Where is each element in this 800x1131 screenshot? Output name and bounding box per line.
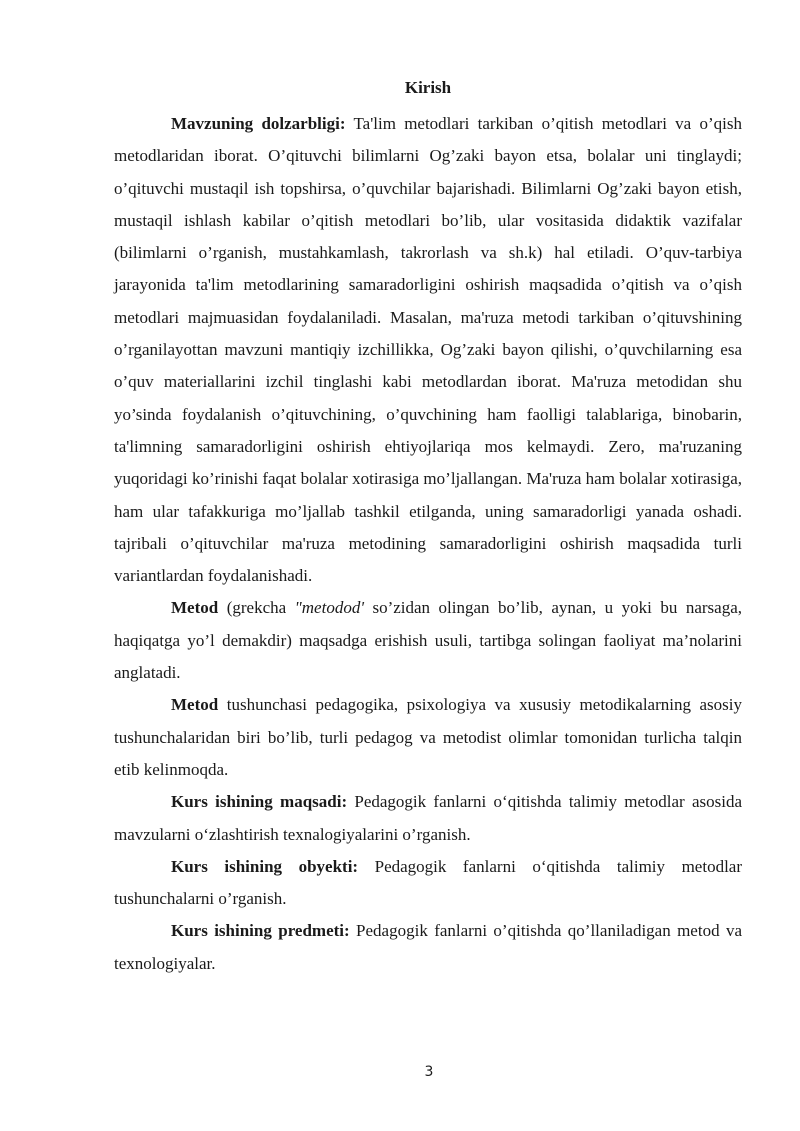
- paragraph-text: so’zidan olingan bo’lib, aynan, u yoki bu narsaga, haqiqatga yo’l demakdir) maqsadga erishish usuli, tartibga solingan faoliyat ma’nolarini anglatadi.: [114, 598, 742, 683]
- paragraph-lead: Metod: [171, 598, 219, 618]
- paragraph-lead: Kurs ishining maqsadi:: [171, 792, 348, 812]
- section-title: Kirish: [404, 78, 452, 97]
- paragraph-course-object: [114, 851, 742, 916]
- paragraph-text: Pedagogik fanlarni o’qitishda qo’llaniladigan metod va texnologiyalar.: [114, 921, 742, 973]
- page-body: [114, 76, 742, 980]
- paragraph-text: (grekcha: [218, 598, 295, 618]
- paragraph-method-concept: [114, 689, 742, 786]
- paragraph-lead: Kurs ishining predmeti:: [171, 921, 350, 941]
- paragraph-method-definition: [114, 592, 742, 689]
- paragraph-text: Pedagogik fanlarni o‘qitishda talimiy metodlar asosida mavzularni o‘zlashtirish texnalogiyalarini o’rganish.: [114, 792, 742, 844]
- paragraph-lead: Mavzuning dolzarbligi:: [171, 114, 346, 133]
- paragraph-text: Ta'lim metodlari tarkiban o’qitish metodlari va o’qish metodlaridan iborat. O’qituvchi bilimlarni Og’zaki bayon etsa, bolalar uni tinglaydi; o’qituvchi mustaqil ish topshirsa, o’quvchilar bajarishadi. Bilimlarni Og’zaki bayon etish, mustaqil ishlash kabilar o’qitish metodlari bo’lib, ular vositasida didaktik vazifalar (bilimlarni o’rganish, mustahkamlash, takrorlash va sh.k) hal etiladi. O’quv-tarbiya jarayonida ta'lim metodlarining samaradorligini oshirish maqsadida o’qitish va o’qish metodlari majmuasidan foydalaniladi. Masalan, ma'ruza metodi tarkiban o’qituvshining o’rganilayottan mavzuni mantiqiy izchillikka, Og’zaki bayon qilishi, o’quvchilarning esa o’quv materiallarini izchil tinglashi kabi metodlardan iborat. Ma'ruza metodidan shu yo’sinda foydalanish o’qituvchining, o’quvchining ham faolligi talablariga, binobarin, ta'limning samaradorligini oshirish ehtiyojlariqa mos kelmaydi. Zero, ma'ruzaning yuqoridagi ko’rinishi faqat bolalar xotirasiga mo’ljallangan. Ma'ruza ham bolalar xotirasiga, ham ular tafakkuriga mo’ljallab tashkil etilganda, uning samaradorligi yanada oshadi. tajribali o’qituvchilar ma'ruza metodining samaradorligini oshirish maqsadida turli variantlardan foydalanishadi.: [114, 114, 742, 586]
- page-number: 3: [424, 1064, 434, 1080]
- paragraph-course-subject: [114, 915, 742, 980]
- paragraph-text: Pedagogik fanlarni o‘qitishda talimiy metodlar tushunchalarni o’rganish.: [114, 856, 742, 909]
- paragraph-relevance: [114, 108, 742, 592]
- quoted-term: "metodod': [294, 598, 364, 618]
- paragraph-course-goal: [114, 786, 742, 851]
- paragraph-lead: Metod: [171, 695, 219, 715]
- paragraph-text: tushunchasi pedagogika, psixologiya va xususiy metodikalarning asosiy tushunchalaridan biri bo’lib, turli pedagog va metodist olimlar tomonidan turlicha talqin etib kelinmoqda.: [114, 695, 742, 779]
- paragraph-lead: Kurs ishining obyekti:: [171, 856, 359, 876]
